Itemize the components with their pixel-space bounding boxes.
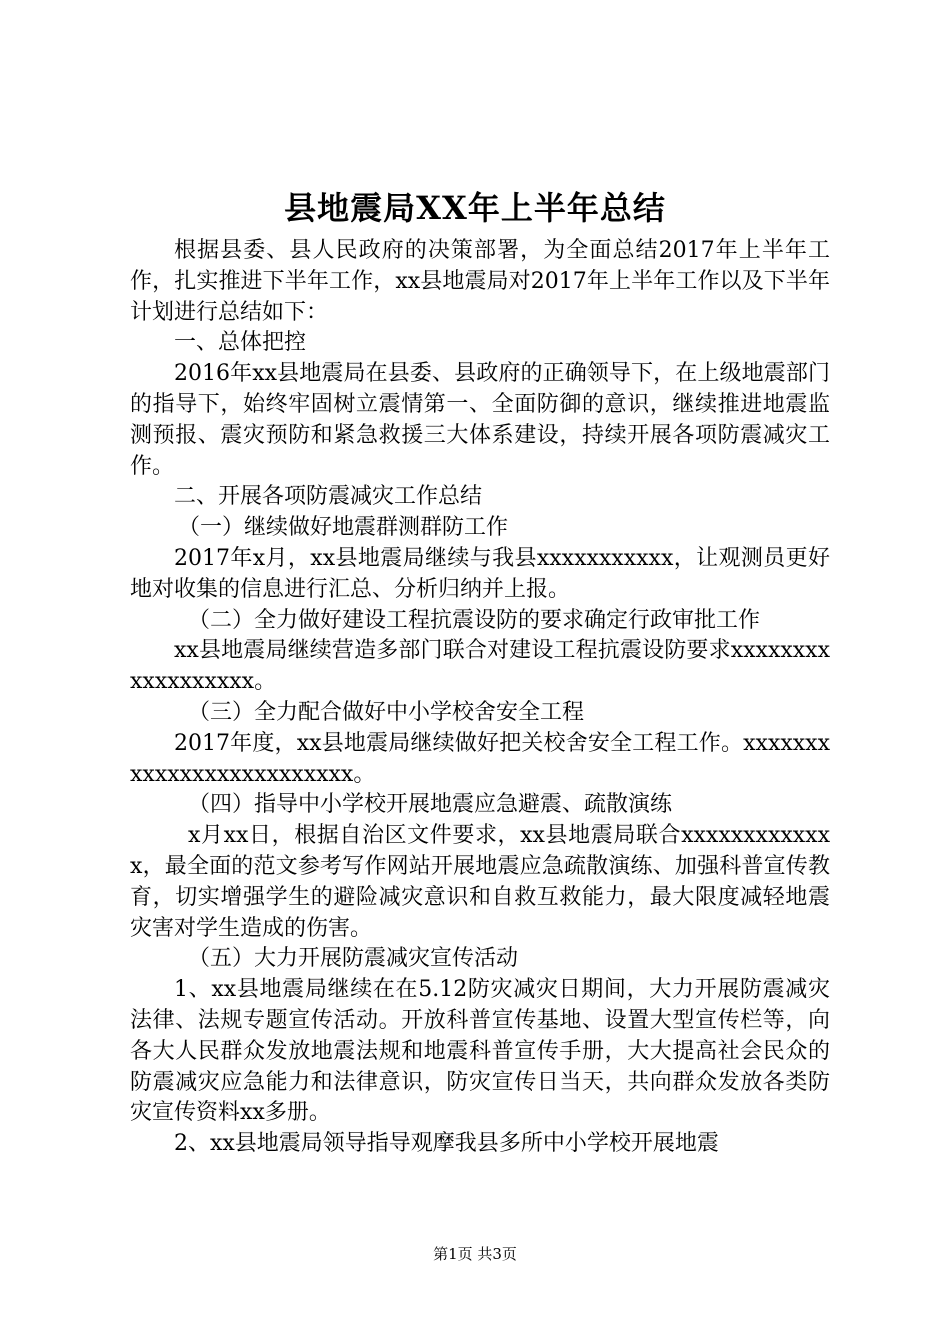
subsection-heading-5: （五）大力开展防震减灾宣传活动 [188,946,519,972]
paragraph-subsection-4: x月xx日，根据自治区文件要求，xx县地震局联合xxxxxxxxxxxxx，最全面的范文参考写作网站开展地震应急疏散演练、加强科普宣传教育，切实增强学生的避险减灾意识和自救互救能力，最大限度减轻地震灾害对学生造成的伤害。 [130,823,830,941]
document-body [130,236,830,1160]
subsection-heading-4: （四）指导中小学校开展地震应急避震、疏散演练 [188,792,673,818]
paragraph-subsection-3: 2017年度，xx县地震局继续做好把关校舍安全工程工作。xxxxxxxxxxxxxxxxxxxxxxxxx。 [130,730,830,787]
section-heading-work-summary: 二、开展各项防震减灾工作总结 [174,484,483,510]
paragraph-intro: 根据县委、县人民政府的决策部署，为全面总结2017年上半年工作，扎实推进下半年工作，xx县地震局对2017年上半年工作以及下半年计划进行总结如下： [130,238,830,325]
subsection-heading-2: （二）全力做好建设工程抗震设防的要求确定行政审批工作 [188,607,761,633]
document-title: 县地震局XX年上半年总结 [284,189,666,227]
section-heading-overview: 一、总体把控 [174,330,307,356]
paragraph-overview: 2016年xx县地震局在县委、县政府的正确领导下，在上级地震部门的指导下，始终牢固树立震情第一、全面防御的意识，继续推进地震监测预报、震灾预防和紧急救援三大体系建设，持续开展各项防震减灾工作。 [130,361,830,479]
page-number: 第1页 共3页 [433,1245,517,1263]
subsection-heading-3: （三）全力配合做好中小学校舍安全工程 [188,699,585,725]
paragraph-subsection-1: 2017年x月，xx县地震局继续与我县xxxxxxxxxxx，让观测员更好地对收集的信息进行汇总、分析归纳并上报。 [130,545,830,602]
paragraph-subsection-5-item-2: 2、xx县地震局领导指导观摩我县多所中小学校开展地震 [174,1131,719,1157]
subsection-heading-1: （一）继续做好地震群测群防工作 [178,515,509,541]
paragraph-subsection-5-item-1: 1、xx县地震局继续在在5.12防灾减灾日期间，大力开展防震减灾法律、法规专题宣传活动。开放科普宣传基地、设置大型宣传栏等，向各大人民群众发放地震法规和地震科普宣传手册，大大提高社会民众的防震减灾应急能力和法律意识，防灾宣传日当天，共向群众发放各类防灾宣传资料xx多册。 [130,977,830,1126]
paragraph-subsection-2: xx县地震局继续营造多部门联合对建设工程抗震设防要求xxxxxxxxxxxxxxxxxx。 [130,638,830,695]
